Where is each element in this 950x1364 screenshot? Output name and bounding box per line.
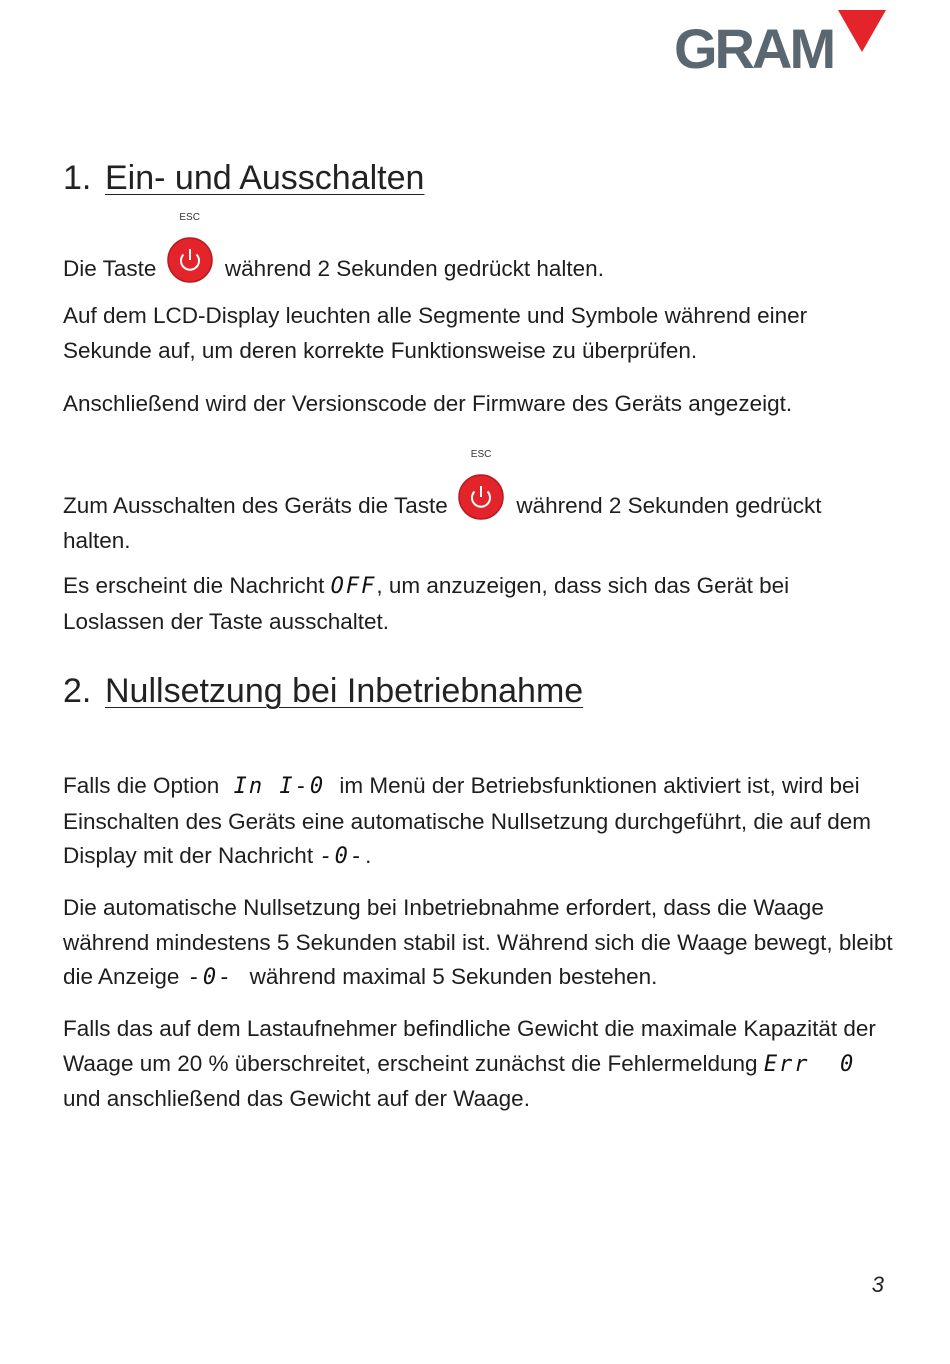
section-title: Ein- und Ausschalten (105, 159, 425, 197)
text: Falls die Option (63, 773, 220, 798)
text: während maximal 5 Sekunden bestehen. (249, 964, 658, 989)
text: und anschließend das Gewicht auf der Waage. (63, 1086, 530, 1111)
gram-logo (672, 8, 888, 74)
paragraph (63, 449, 893, 558)
paragraph: Auf dem LCD-Display leuchten alle Segmente und Symbole während einer Sekunde auf, um deren korrekte Funktionsweise zu überprüfen. (63, 303, 808, 363)
esc-power-button-icon (456, 449, 506, 523)
paragraph (63, 891, 893, 996)
text: Die Taste (63, 256, 157, 281)
esc-label: ESC (470, 449, 492, 460)
paragraph (63, 212, 893, 287)
paragraph (63, 769, 893, 875)
text: Zum Ausschalten des Geräts die Taste (63, 493, 448, 518)
text: Es erscheint die Nachricht (63, 573, 325, 598)
logo-triangle-icon (838, 10, 886, 52)
paragraph (63, 1012, 893, 1117)
lcd-zero-message: -0- (319, 844, 366, 869)
lcd-option-code: In I-0 (233, 774, 326, 799)
lcd-zero-message: -0- (187, 965, 234, 990)
logo-wordmark: GRAM (674, 17, 834, 74)
section-1-heading (63, 158, 424, 198)
text: im Menü der Betriebsfunktionen aktiviert ist, wird bei Einschalten des Geräts eine automatische Nullsetzung durchgeführt, die auf dem Display mit der Nachricht (63, 773, 871, 868)
esc-power-button-icon (165, 212, 215, 286)
text: Falls das auf dem Lastaufnehmer befindliche Gewicht die maximale Kapazität der Waage um 20 % überschreitet, erscheint zunächst die Fehlermeldung (63, 1016, 876, 1076)
paragraph (63, 569, 893, 639)
lcd-error-message: Err 0 (763, 1051, 856, 1077)
text: . (365, 843, 372, 868)
text: während 2 Sekunden gedrückt halten. (224, 256, 604, 281)
page-number: 3 (871, 1272, 884, 1297)
section-number: 1. (63, 159, 92, 197)
section-2-heading (63, 671, 583, 711)
text: während 2 Sekunden gedrückt halten. (63, 493, 822, 553)
lcd-message-off: OFF (330, 574, 377, 599)
text: Die automatische Nullsetzung bei Inbetriebnahme erfordert, dass die Waage während mindestens 5 Sekunden stabil ist. Während sich die Waage bewegt, bleibt die Anzeige (63, 895, 893, 989)
esc-label: ESC (179, 212, 200, 223)
section-title: Nullsetzung bei Inbetriebnahme (105, 672, 584, 710)
paragraph: Anschließend wird der Versionscode der Firmware des Geräts angezeigt. (63, 391, 793, 416)
text: , um anzuzeigen, dass sich das Gerät bei Loslassen der Taste ausschaltet. (63, 573, 790, 634)
section-number: 2. (63, 672, 92, 710)
